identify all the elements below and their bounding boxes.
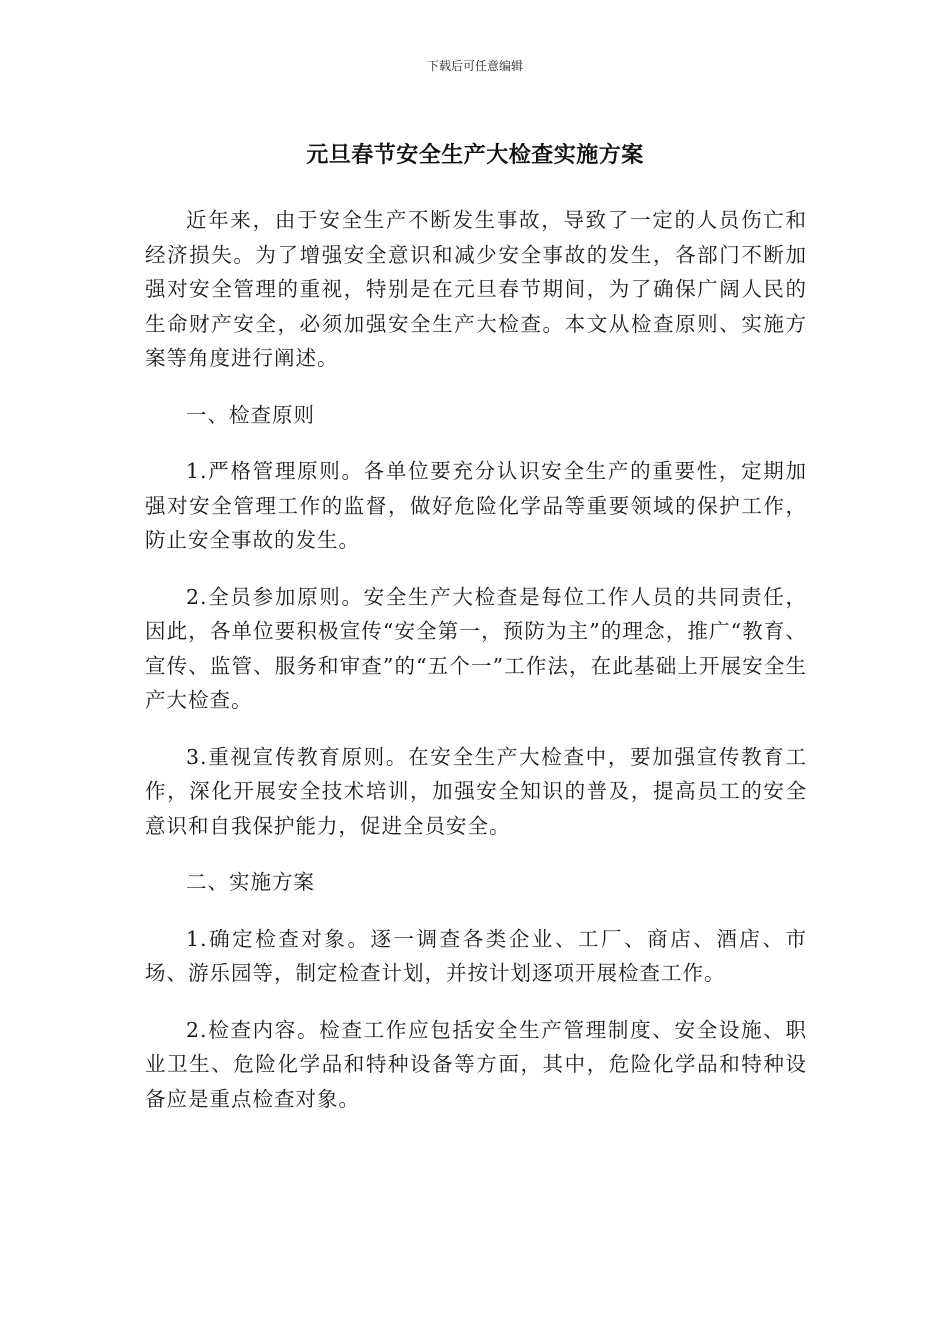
section-heading-plan: 二、实施方案 bbox=[186, 870, 315, 894]
plan-paragraph-2: 2.检查内容。检查工作应包括安全生产管理制度、安全设施、职业卫生、危险化学品和特种设备等方面，其中，危险化学品和特种设备应是重点检查对象。 bbox=[145, 1017, 807, 1111]
principle-paragraph-2: 2.全员参加原则。安全生产大检查是每位工作人员的共同责任，因此，各单位要积极宣传“安全第一，预防为主”的理念，推广“教育、宣传、监管、服务和审查”的“五个一”工作法，在此基础上开展安全生产大检查。 bbox=[145, 584, 807, 712]
principle-paragraph-1: 1.严格管理原则。各单位要充分认识安全生产的重要性，定期加强对安全管理工作的监督，做好危险化学品等重要领域的保护工作，防止安全事故的发生。 bbox=[145, 459, 807, 552]
principle-paragraph-3: 3.重视宣传教育原则。在安全生产大检查中，要加强宣传教育工作，深化开展安全技术培训，加强安全知识的普及，提高员工的安全意识和自我保护能力，促进全员安全。 bbox=[145, 744, 807, 838]
document-title: 元旦春节安全生产大检查实施方案 bbox=[306, 143, 644, 168]
intro-paragraph: 近年来，由于安全生产不断发生事故，导致了一定的人员伤亡和经济损失。为了增强安全意识和减少安全事故的发生，各部门不断加强对安全管理的重视，特别是在元旦春节期间，为了确保广阔人民的生命财产安全，必须加强安全生产大检查。本文从检查原则、实施方案等角度进行阐述。 bbox=[145, 208, 807, 370]
plan-paragraph-1: 1.确定检查对象。逐一调查各类企业、工厂、商店、酒店、市场、游乐园等，制定检查计划，并按计划逐项开展检查工作。 bbox=[145, 926, 807, 985]
section-heading-principles: 一、检查原则 bbox=[186, 402, 315, 427]
header-note: 下载后可任意编辑 bbox=[426, 59, 523, 73]
document-body bbox=[145, 203, 807, 1138]
